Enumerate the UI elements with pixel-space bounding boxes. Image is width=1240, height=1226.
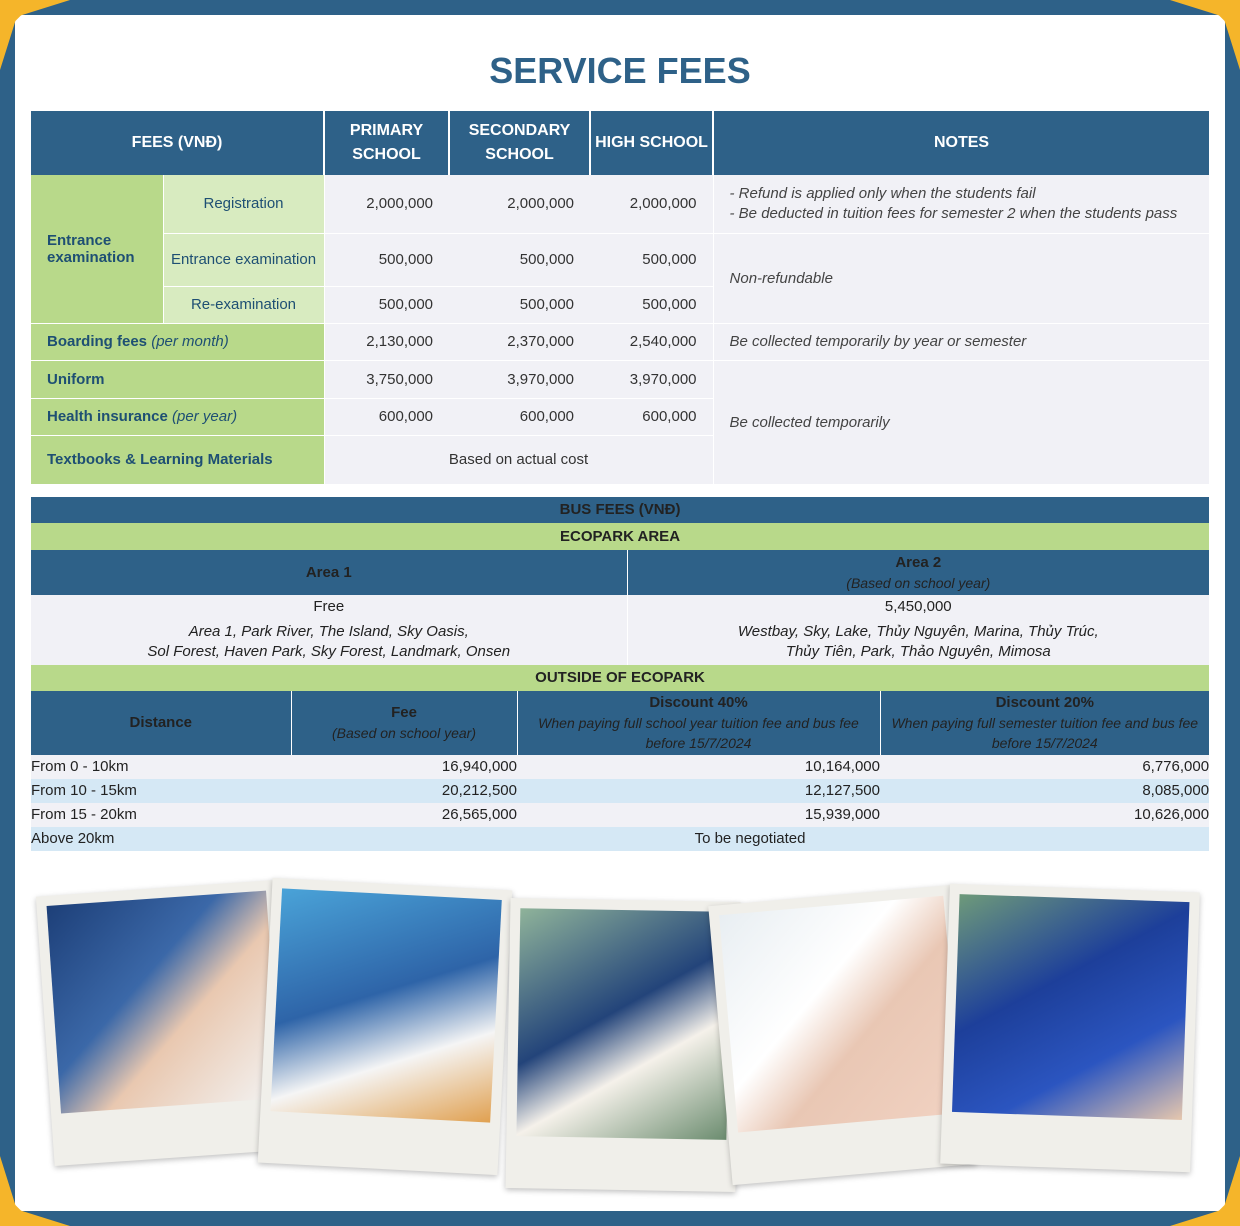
nonrefundable-note: Non-refundable — [713, 233, 1209, 323]
area1-header: Area 1 — [31, 550, 627, 595]
discount20-cell: 10,626,000 — [1133, 806, 1210, 823]
uniform-primary: 3,750,000 — [324, 360, 449, 398]
photo-students-reading — [505, 898, 740, 1192]
discount20-cell: 6,776,000 — [1142, 758, 1210, 775]
photo-teacher-students — [36, 880, 294, 1166]
registration-primary: 2,000,000 — [324, 175, 449, 233]
photo-graduation — [940, 884, 1200, 1173]
entrance-group-label: Entrance examination — [31, 175, 163, 323]
photo-science-lab — [708, 885, 976, 1185]
registration-note-line1: - Refund is applied only when the students fail — [729, 185, 1036, 203]
fee-cell: 20,212,500 — [441, 782, 517, 799]
boarding-secondary: 2,370,000 — [449, 323, 590, 360]
health-secondary: 600,000 — [449, 398, 590, 435]
header-secondary: SECONDARY SCHOOL — [449, 111, 590, 175]
header-fees: FEES (VNĐ) — [31, 111, 324, 175]
fee-cell: 16,940,000 — [441, 758, 517, 775]
area2-fee: 5,450,000 — [627, 595, 1209, 619]
uniform-label: Uniform — [31, 360, 324, 398]
uniform-secondary: 3,970,000 — [449, 360, 590, 398]
area1-fee: Free — [31, 595, 627, 619]
table-row — [31, 779, 1209, 803]
area2-places: Westbay, Sky, Lake, Thủy Nguyên, Marina, Thủy Trúc, Thủy Tiên, Park, Thảo Nguyên, Mimosa — [627, 619, 1209, 665]
ecopark-area-title: ECOPARK AREA — [31, 523, 1209, 550]
boarding-note: Be collected temporarily by year or semester — [713, 323, 1209, 360]
table-row — [31, 755, 1209, 779]
area2-header: Area 2 (Based on school year) — [627, 550, 1209, 595]
reexam-high: 500,000 — [590, 286, 713, 323]
entrance-label: Entrance examination — [163, 233, 324, 286]
service-fees-table — [31, 111, 1209, 485]
temporary-note: Be collected temporarily — [713, 360, 1209, 484]
uniform-high: 3,970,000 — [590, 360, 713, 398]
discount40-header: Discount 40% When paying full school year tuition fee and bus fee before 15/7/2024 — [517, 691, 880, 755]
boarding-high: 2,540,000 — [590, 323, 713, 360]
registration-high: 2,000,000 — [590, 175, 713, 233]
boarding-primary: 2,130,000 — [324, 323, 449, 360]
fee-cell: 26,565,000 — [441, 806, 517, 823]
reexam-label: Re-examination — [163, 286, 324, 323]
entrance-secondary: 500,000 — [449, 233, 590, 286]
entrance-primary: 500,000 — [324, 233, 449, 286]
registration-secondary: 2,000,000 — [449, 175, 590, 233]
page-title: SERVICE FEES — [489, 50, 751, 91]
boarding-label: Boarding fees (per month) — [31, 323, 324, 360]
health-label: Health insurance (per year) — [31, 398, 324, 435]
registration-note — [713, 175, 1209, 233]
header-high: HIGH SCHOOL — [590, 111, 713, 175]
bus-fees-title: BUS FEES (VNĐ) — [31, 497, 1209, 523]
area1-places: Area 1, Park River, The Island, Sky Oasis, Sol Forest, Haven Park, Sky Forest, Landmark, Onsen — [31, 619, 627, 665]
discount40-cell: 12,127,500 — [804, 782, 880, 799]
fee-header: Fee (Based on school year) — [291, 691, 517, 755]
registration-note-line2: - Be deducted in tuition fees for semester 2 when the students pass — [729, 205, 1178, 223]
discount20-cell: 8,085,000 — [1142, 782, 1210, 799]
textbooks-label: Textbooks & Learning Materials — [31, 435, 324, 484]
registration-label: Registration — [163, 175, 324, 233]
bus-fees-table — [31, 497, 1209, 851]
entrance-high: 500,000 — [590, 233, 713, 286]
header-notes: NOTES — [713, 111, 1209, 175]
distance-cell: Above 20km — [31, 830, 115, 847]
negotiated-cell: To be negotiated — [694, 830, 806, 847]
discount20-header: Discount 20% When paying full semester tuition fee and bus fee before 15/7/2024 — [880, 691, 1209, 755]
distance-cell: From 0 - 10km — [31, 758, 129, 775]
table-row — [31, 827, 1209, 851]
reexam-secondary: 500,000 — [449, 286, 590, 323]
health-high: 600,000 — [590, 398, 713, 435]
outside-ecopark-title: OUTSIDE OF ECOPARK — [31, 665, 1209, 691]
distance-cell: From 15 - 20km — [31, 806, 137, 823]
textbooks-value: Based on actual cost — [324, 435, 713, 484]
discount40-cell: 10,164,000 — [804, 758, 880, 775]
photo-classroom-globe — [258, 878, 513, 1175]
distance-cell: From 10 - 15km — [31, 782, 137, 799]
table-row — [31, 803, 1209, 827]
header-primary: PRIMARY SCHOOL — [324, 111, 449, 175]
reexam-primary: 500,000 — [324, 286, 449, 323]
health-primary: 600,000 — [324, 398, 449, 435]
distance-header: Distance — [31, 691, 291, 755]
discount40-cell: 15,939,000 — [804, 806, 880, 823]
